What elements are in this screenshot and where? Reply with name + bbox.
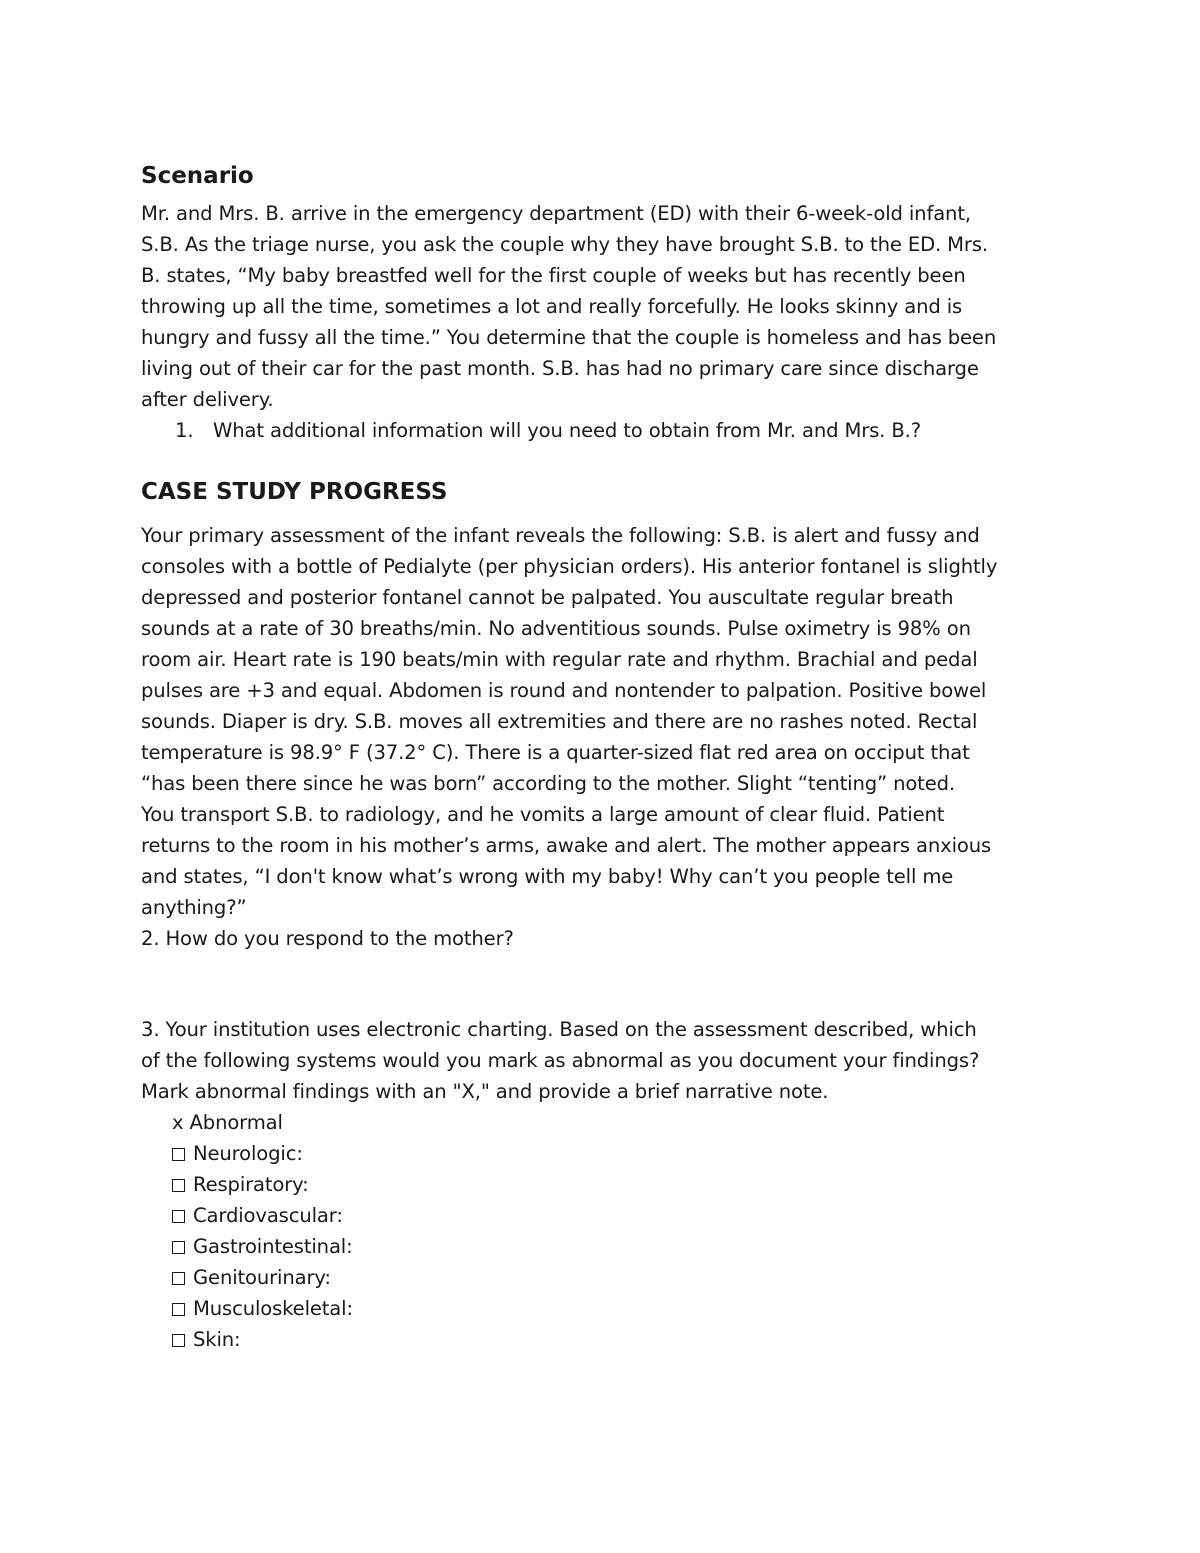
checklist-label: Respiratory:: [193, 1173, 309, 1196]
checklist-item-respiratory[interactable]: [172, 1169, 1081, 1200]
progress-line: temperature is 98.9° F (37.2° C). There is a quarter-sized flat red area on occiput that: [141, 741, 970, 764]
progress-line: Your primary assessment of the infant reveals the following: S.B. is alert and fussy and: [141, 524, 980, 547]
question-3-line: of the following systems would you mark as abnormal as you document your findings?: [141, 1049, 980, 1072]
question-1-number: 1.: [175, 419, 194, 442]
scenario-line: living out of their car for the past month. S.B. has had no primary care since discharge: [141, 357, 979, 380]
scenario-line: after delivery.: [141, 388, 274, 411]
progress-line: “has been there since he was born” according to the mother. Slight “tenting” noted.: [141, 772, 955, 795]
scenario-heading: Scenario: [141, 163, 254, 189]
scenario-line: S.B. As the triage nurse, you ask the couple why they have brought S.B. to the ED. Mrs.: [141, 233, 988, 256]
checkbox-icon[interactable]: [172, 1241, 185, 1254]
question-1-text: What additional information will you need to obtain from Mr. and Mrs. B.?: [213, 419, 921, 442]
progress-line: and states, “I don't know what’s wrong with my baby! Why can’t you people tell me: [141, 865, 954, 888]
question-3-line: 3. Your institution uses electronic charting. Based on the assessment described, which: [141, 1018, 977, 1041]
checkbox-icon[interactable]: [172, 1148, 185, 1161]
progress-line: sounds. Diaper is dry. S.B. moves all extremities and there are no rashes noted. Rectal: [141, 710, 978, 733]
scenario-line: throwing up all the time, sometimes a lot and really forcefully. He looks skinny and is: [141, 295, 963, 318]
checkbox-icon[interactable]: [172, 1334, 185, 1347]
checkbox-icon[interactable]: [172, 1303, 185, 1316]
checklist-item-skin[interactable]: [172, 1324, 1081, 1355]
checklist-item-neurologic[interactable]: [172, 1138, 1081, 1169]
progress-line: returns to the room in his mother’s arms, awake and alert. The mother appears anxious: [141, 834, 992, 857]
checklist-item-musculoskeletal[interactable]: [172, 1293, 1081, 1324]
checklist-label: Skin:: [193, 1328, 241, 1351]
checklist-label: Musculoskeletal:: [193, 1297, 353, 1320]
checklist-label: Gastrointestinal:: [193, 1235, 353, 1258]
scenario-paragraph: [141, 198, 1081, 415]
checklist-label: Neurologic:: [193, 1142, 303, 1165]
checklist-item-genitourinary[interactable]: [172, 1262, 1081, 1293]
checkbox-icon[interactable]: [172, 1272, 185, 1285]
checklist-item-cardiovascular[interactable]: [172, 1200, 1081, 1231]
scenario-line: B. states, “My baby breastfed well for the first couple of weeks but has recently been: [141, 264, 966, 287]
checklist-label: Genitourinary:: [193, 1266, 331, 1289]
progress-line: depressed and posterior fontanel cannot be palpated. You auscultate regular breath: [141, 586, 954, 609]
progress-line: room air. Heart rate is 190 beats/min with regular rate and rhythm. Brachial and pedal: [141, 648, 978, 671]
checklist-item-gastrointestinal[interactable]: [172, 1231, 1081, 1262]
checkbox-icon[interactable]: [172, 1210, 185, 1223]
abnormal-findings-checklist: [141, 1107, 1081, 1355]
checklist-label: Cardiovascular:: [193, 1204, 343, 1227]
progress-line: pulses are +3 and equal. Abdomen is round and nontender to palpation. Positive bowel: [141, 679, 987, 702]
question-1: [141, 415, 1081, 446]
question-3: [141, 1014, 1081, 1107]
scenario-line: hungry and fussy all the time.” You determine that the couple is homeless and has been: [141, 326, 997, 349]
progress-line: anything?”: [141, 896, 247, 919]
scenario-line: Mr. and Mrs. B. arrive in the emergency department (ED) with their 6-week-old infant,: [141, 202, 971, 225]
checkbox-icon[interactable]: [172, 1179, 185, 1192]
blank-space: [141, 954, 1081, 1014]
document-page: [141, 160, 1081, 1355]
progress-paragraph: [141, 520, 1081, 923]
progress-line: sounds at a rate of 30 breaths/min. No adventitious sounds. Pulse oximetry is 98% on: [141, 617, 971, 640]
progress-line: consoles with a bottle of Pedialyte (per physician orders). His anterior fontanel is slightly: [141, 555, 998, 578]
question-2: 2. How do you respond to the mother?: [141, 927, 514, 950]
progress-line: You transport S.B. to radiology, and he vomits a large amount of clear fluid. Patient: [141, 803, 945, 826]
checklist-header: x Abnormal: [172, 1111, 283, 1134]
case-study-progress-heading: CASE STUDY PROGRESS: [141, 479, 448, 505]
question-3-line: Mark abnormal findings with an "X," and provide a brief narrative note.: [141, 1080, 829, 1103]
